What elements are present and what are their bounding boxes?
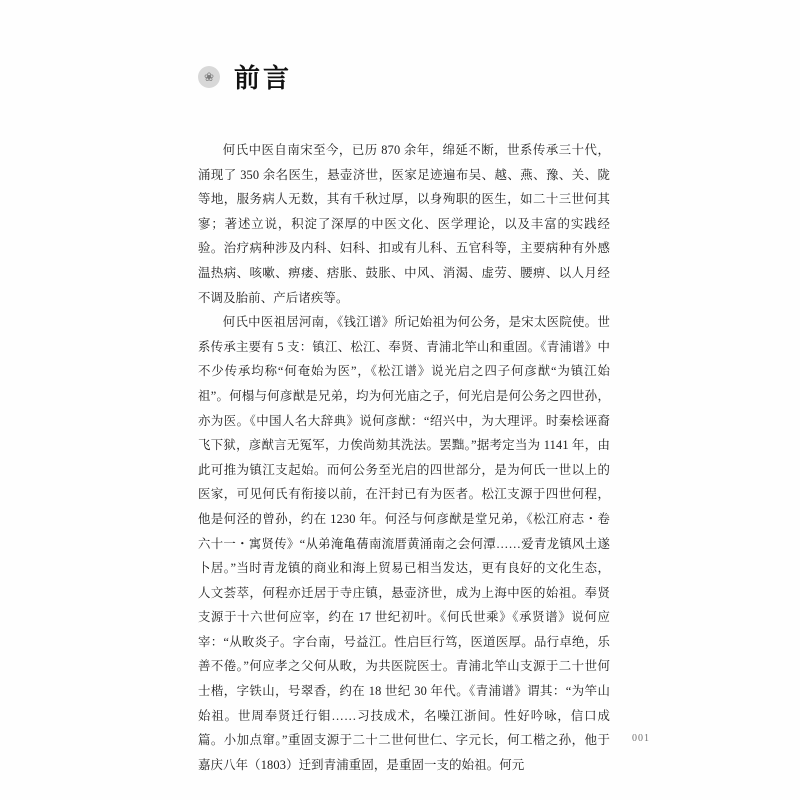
paragraph-1: 何氏中医自南宋至今，已历 870 余年，绵延不断，世系传承三十代，涌现了 350 余名医生，悬壶济世，医家足迹遍布吴、越、燕、豫、关、陇等地，服务病人无数，其有千秋过厚，以身殉职的医生，如二十三世何其寥；著述立说，积淀了深厚的中医文化、医学理论，以及丰富的实践经验。治疗病种涉及内科、妇科、扣或有儿科、五官科等，主要病种有外感温热病、咳嗽、痹瘘、痞胀、鼓胀、中风、消渴、虚劳、腰痹、以人月经不调及胎前、产后诸疾等。 xyxy=(198,143,610,305)
page-title: 前言 xyxy=(234,64,293,93)
body-text xyxy=(198,138,610,777)
page-number: 001 xyxy=(632,733,650,744)
paragraph-2: 何氏中医祖居河南，《钱江谱》所记始祖为何公务，是宋太医院使。世系传承主要有 5 支：镇江、松江、奉贤、青浦北竿山和重固。《青浦谱》中不少传承均称“何奄始为医”，《松江谱》说光启之四子何彦猷“为镇江始祖”。何榻与何彦猷是兄弟，均为何光庙之子，何光启是何公务之四世孙，亦为医。《中国人名大辞典》说何彦猷：“绍兴中，为大理评。时秦桧诬裔飞下狱，彦猷言无冤军，力俟尚劾其洗法。罢黜。”据考定当为 1141 年，由此可推为镇江支起始。而何公务至光启的四世部分，是为何氏一世以上的医家，可见何氏有衔接以前，在汗封已有为医者。松江支源于四世何程，他是何泾的曾孙，约在 1230 年。何泾与何彦猷是堂兄弟，《松江府志・卷六十一・寓贤传》“从弟淹亀蒨南流厝黄涌南之会何潭……爱青龙镇风土遂卜居。”当时青龙镇的商业和海上贸易已相当发达，更有良好的文化生态，人文荟萃，何程亦迁居于寺庄镇，悬壶济世，成为上海中医的始祖。奉贤支源于十六世何应宰，约在 17 世纪初叶。《何氏世乘》《承贤谱》说何应宰：“从畋炎子。字台南，号益江。性启巨行笃，医道医厚。品行卓绝，乐善不倦。”何应孝之父何从畋，为共医院医士。青浦北竿山支源于二十世何士楷，字铁山，号翠香，约在 18 世纪 30 年代。《青浦谱》谓其：“为竿山始祖。世周奉贤迁行钼……习技成术，名噪江浙间。性好吟咏，信口成篇。小加点窜。”重固支源于二十二世何世仁、字元长，何工楷之孙，他于嘉庆八年（1803）迁到青浦重固，是重固一支的始祖。何元 xyxy=(198,315,610,772)
flower-ornament-icon: ❀ xyxy=(198,66,220,88)
section-heading xyxy=(198,58,292,95)
